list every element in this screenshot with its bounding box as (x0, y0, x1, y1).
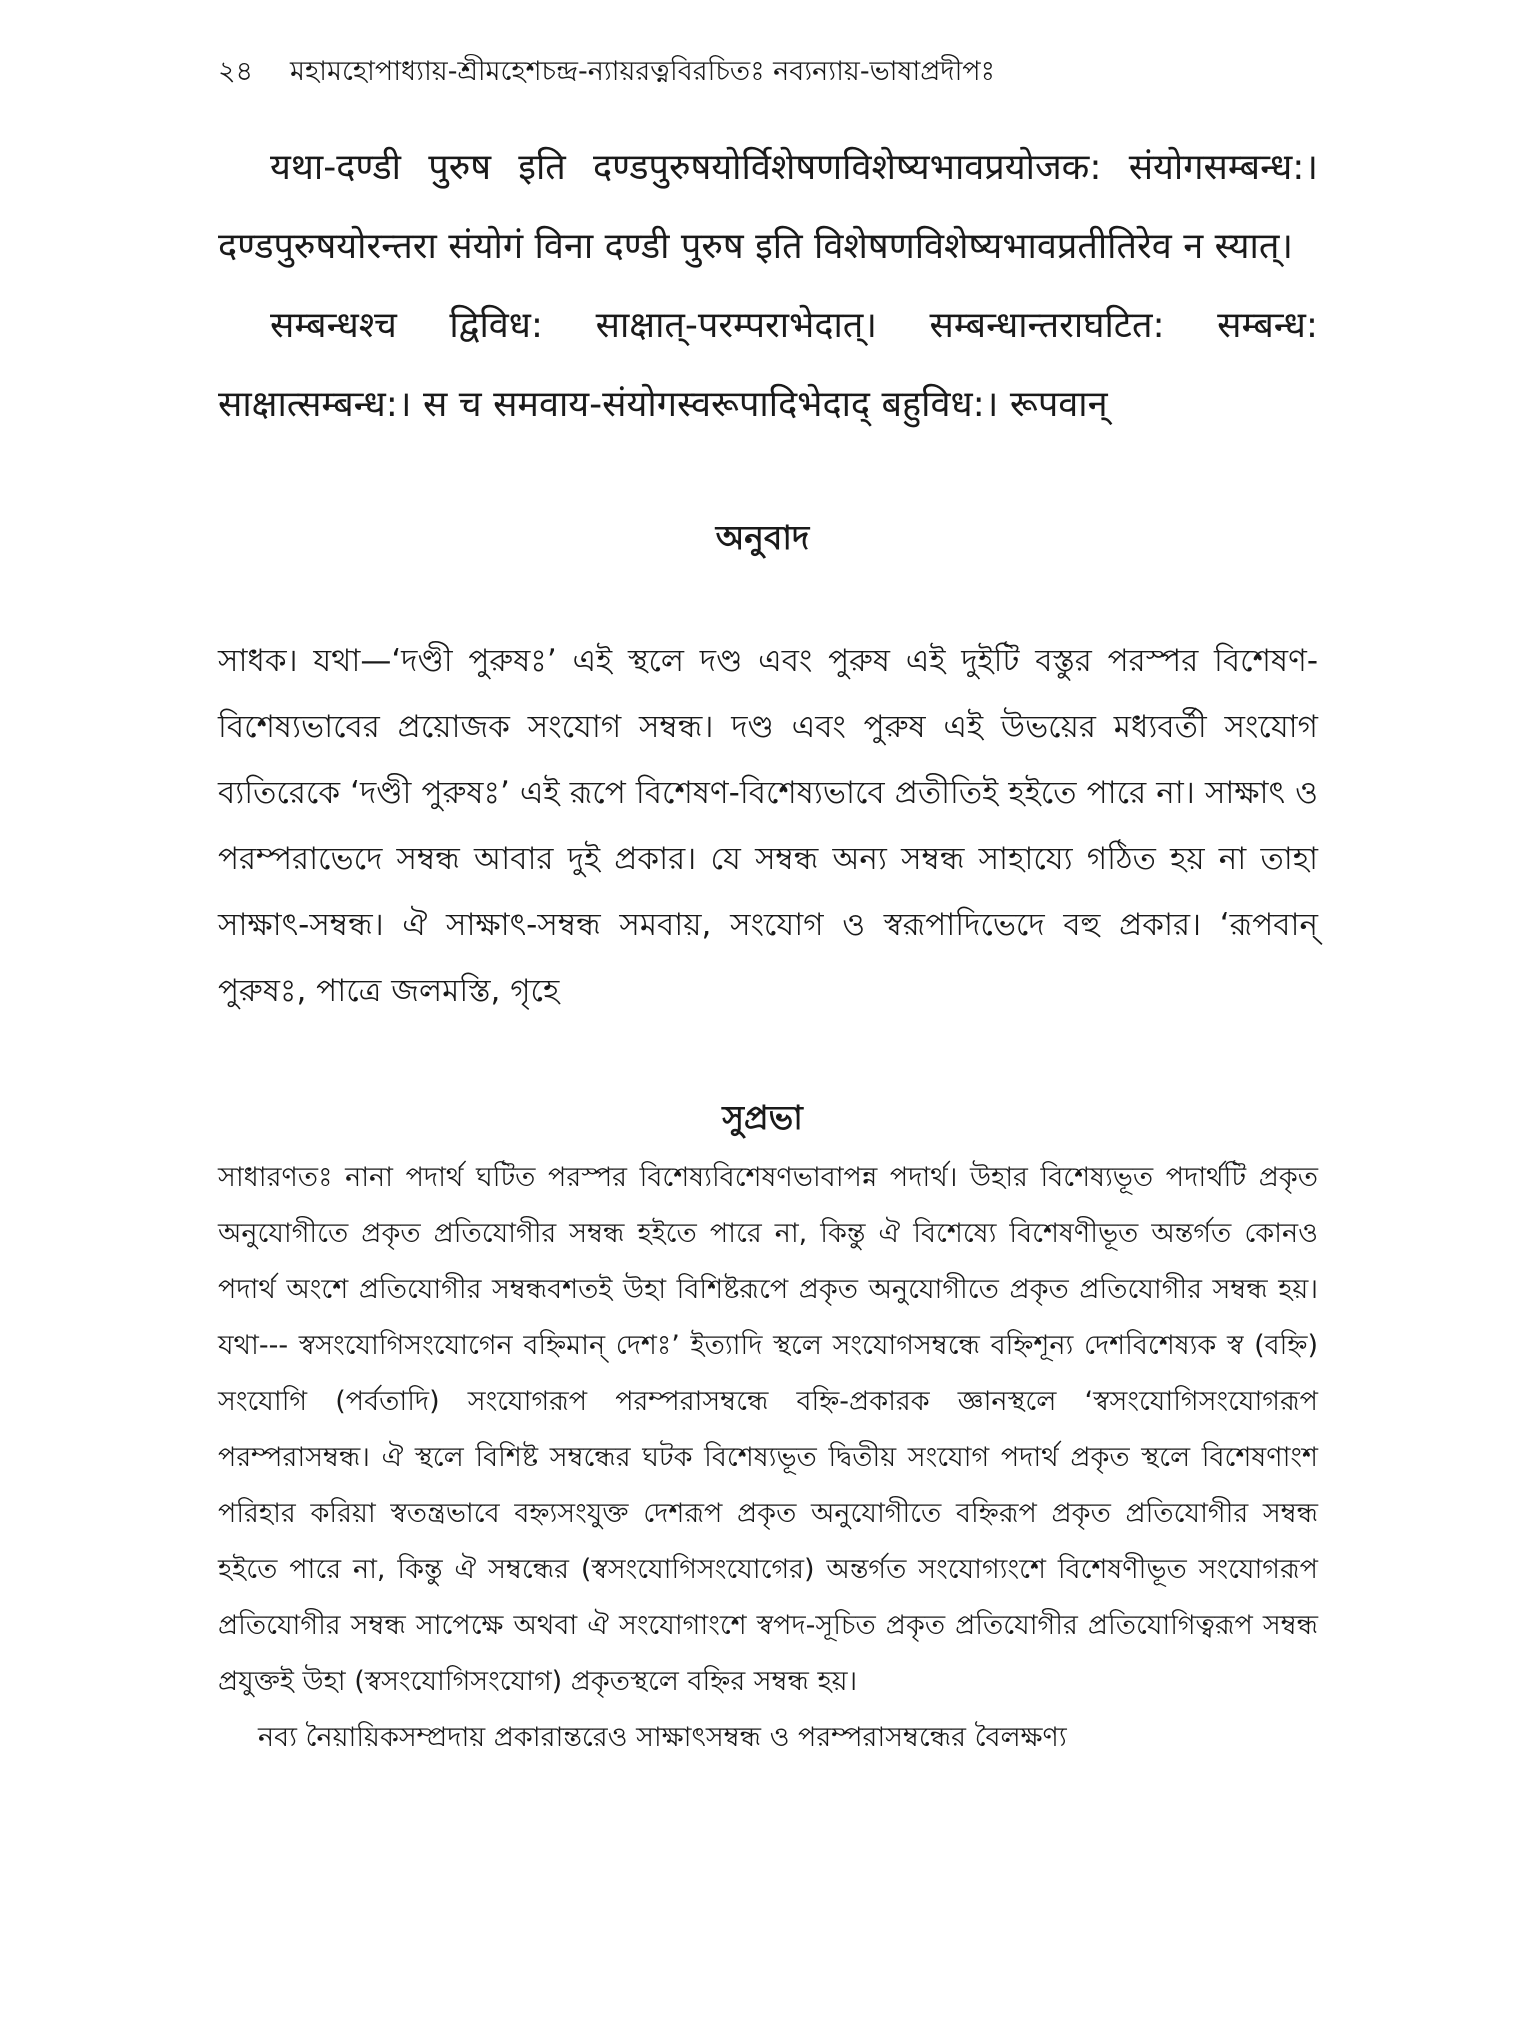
running-title: মহামহোপাধ্যায়-শ্রীমহেশচন্দ্র-ন্যায়রত্নবিরচিতঃ নব্যন্যায়-ভাষাপ্রদীপঃ (290, 56, 996, 87)
sanskrit-paragraph-2: सम्बन्धश्च द्विविध: साक्षात्-परम्पराभेदात्। सम्बन्धान्तराघटित: सम्बन्ध: साक्षात्सम्बन्ध:। स च समवाय-संयोगस्वरूपादिभेदाद् बहुविध:। रूपवान् (218, 305, 1318, 425)
anubad-paragraph: সাধক। যথা—‘দণ্ডী পুরুষঃ’ এই স্থলে দণ্ড এবং পুরুষ এই দুইটি বস্তুর পরস্পর বিশেষণ-বিশেষ্যভাবের প্রয়োজক সংযোগ সম্বন্ধ। দণ্ড এবং পুরুষ এই উভয়ের মধ্যবর্তী সংযোগ ব্যতিরেকে ‘দণ্ডী পুরুষঃ’ এই রূপে বিশেষণ-বিশেষ্যভাবে প্রতীতিই হইতে পারে না। সাক্ষাৎ ও পরম্পরাভেদে সম্বন্ধ আবার দুই প্রকার। যে সম্বন্ধ অন্য সম্বন্ধ সাহায্যে গঠিত হয় না তাহা সাক্ষাৎ-সম্বন্ধ। ঐ সাক্ষাৎ-সম্বন্ধ সমবায়, সংযোগ ও স্বরূপাদিভেদে বহু প্রকার। ‘রূপবান্ পুরুষঃ, পাত্রে জলমস্তি, গৃহে (218, 643, 1318, 1009)
page-number: ২৪ (218, 56, 254, 87)
sanskrit-text (218, 128, 1318, 444)
suprabha-paragraph-1: সাধারণতঃ নানা পদার্থ ঘটিত পরস্পর বিশেষ্যবিশেষণভাবাপন্ন পদার্থ। উহার বিশেষ্যভূত পদার্থটি প্রকৃত অনুযোগীতে প্রকৃত প্রতিযোগীর সম্বন্ধ হইতে পারে না, কিন্তু ঐ বিশেষ্যে বিশেষণীভূত অন্তর্গত কোনও পদার্থ অংশে প্রতিযোগীর সম্বন্ধবশতই উহা বিশিষ্টরূপে প্রকৃত অনুযোগীতে প্রকৃত প্রতিযোগীর সম্বন্ধ হয়। যথা--- স্বসংযোগিসংযোগেন বহ্নিমান্ দেশঃ’ ইত্যাদি স্থলে সংযোগসম্বন্ধে বহ্নিশূন্য দেশবিশেষ্যক স্ব (বহ্নি) সংযোগি (পর্বতাদি) সংযোগরূপ পরম্পরাসম্বন্ধে বহ্নি-প্রকারক জ্ঞানস্থলে ‘স্বসংযোগিসংযোগরূপ পরম্পরাসম্বন্ধ। ঐ স্থলে বিশিষ্ট সম্বন্ধের ঘটক বিশেষ্যভূত দ্বিতীয় সংযোগ পদার্থ প্রকৃত স্থলে বিশেষণাংশ পরিহার করিয়া স্বতন্ত্রভাবে বহ্ন্যসংযুক্ত দেশরূপ প্রকৃত অনুযোগীতে বহ্নিরূপ প্রকৃত প্রতিযোগীর সম্বন্ধ হইতে পারে না, কিন্তু ঐ সম্বন্ধের (স্বসংযোগিসংযোগের) অন্তর্গত সংযোগ্যংশে বিশেষণীভূত সংযোগরূপ প্রতিযোগীর সম্বন্ধ সাপেক্ষে অথবা ঐ সংযোগাংশে স্বপদ-সূচিত প্রকৃত প্রতিযোগীর প্রতিযোগিত্বরূপ সম্বন্ধ প্রযুক্তই উহা (স্বসংযোগিসংযোগ) প্রকৃতস্থলে বহ্নির সম্বন্ধ হয়। (218, 1162, 1318, 1697)
running-header (218, 52, 1318, 92)
suprabha-text (218, 1150, 1318, 1766)
anubad-text (218, 628, 1318, 1024)
anubad-heading: অনুবাদ (715, 518, 810, 557)
suprabha-paragraph-2: নব্য নৈয়ায়িকসম্প্রদায় প্রকারান্তরেও সাক্ষাৎসম্বন্ধ ও পরম্পরাসম্বন্ধের বৈলক্ষণ্য (258, 1722, 1067, 1753)
sanskrit-paragraph-1: यथा-दण्डी पुरुष इति दण्डपुरुषयोर्विशेषणविशेष्यभावप्रयोजक: संयोगसम्बन्ध:। दण्डपुरुषयोरन्तरा संयोगं विना दण्डी पुरुष इति विशेषणविशेष्यभावप्रतीतिरेव न स्यात्। (218, 147, 1318, 267)
suprabha-heading: সুপ্রভা (722, 1098, 803, 1137)
